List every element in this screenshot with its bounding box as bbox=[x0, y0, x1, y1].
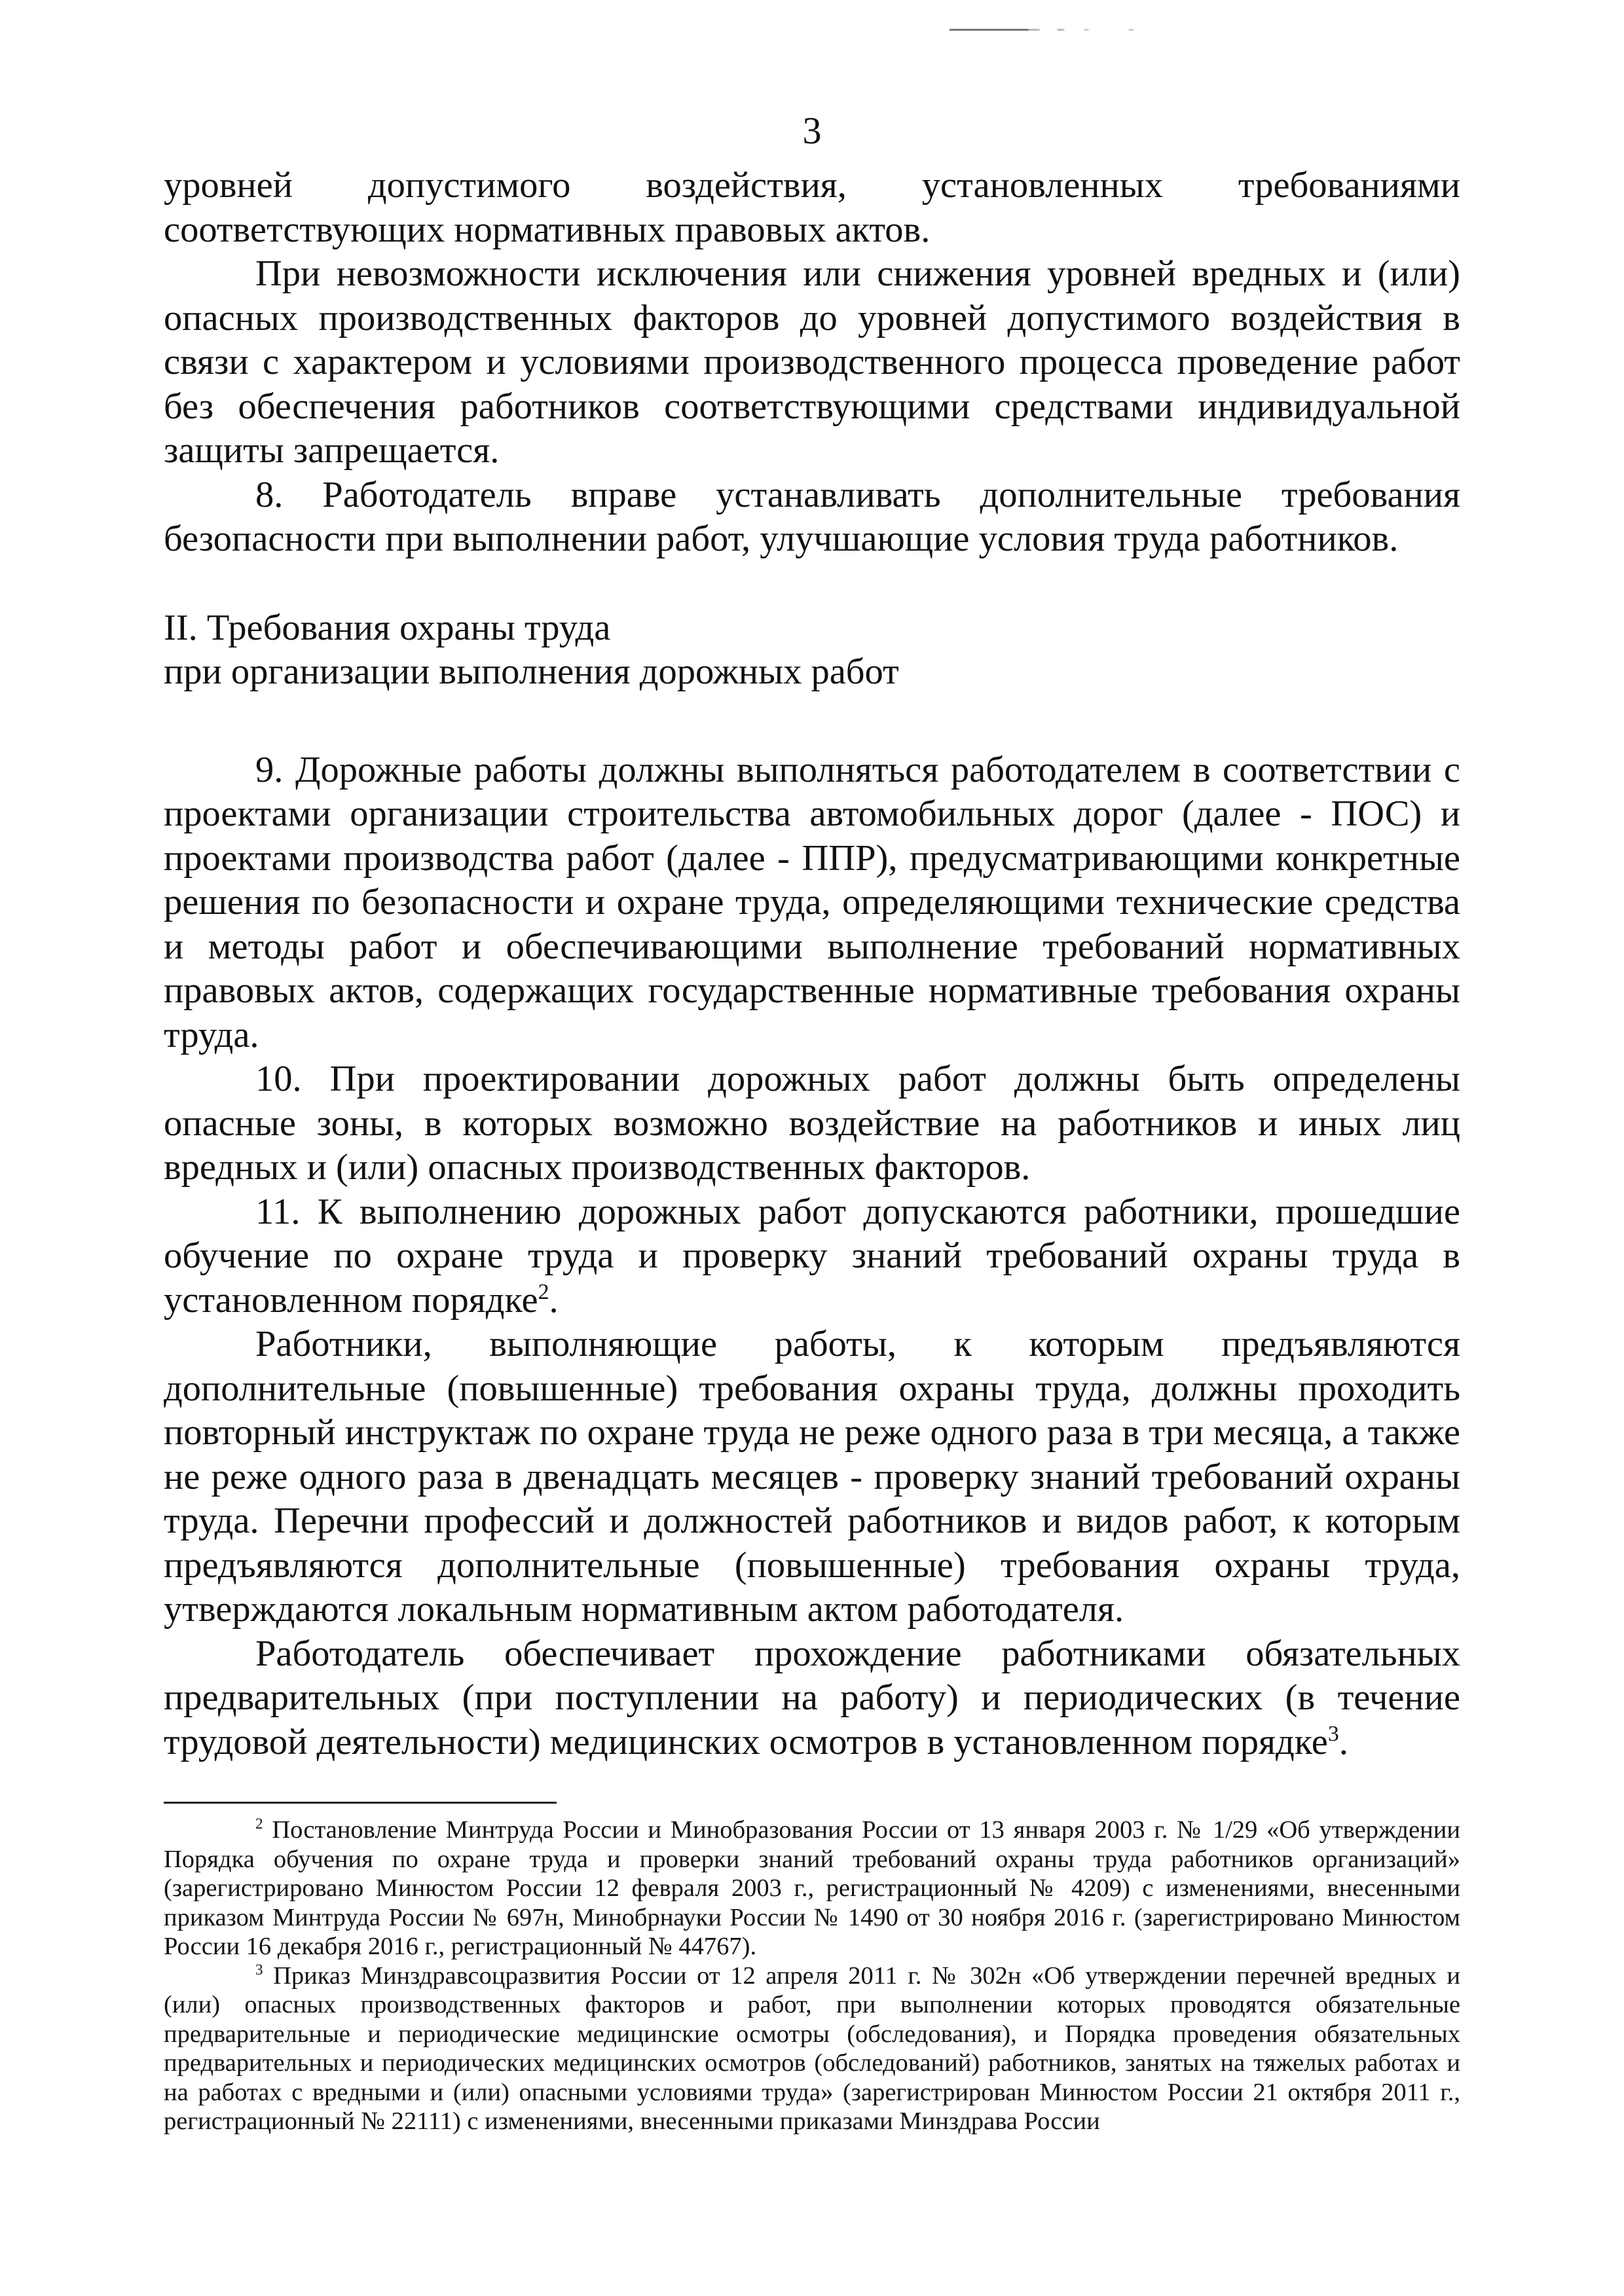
paragraph-item-10: 10. При проектировании дорожных работ должны быть определены опасные зоны, в которых возможно воздействие на работников и иных лиц вредных и (или) опасных производственных факторов. bbox=[164, 1059, 1460, 1188]
paragraph-ppe-requirement: При невозможности исключения или снижения уровней вредных и (или) опасных производственных факторов до уровней допустимого воздействия в связи с характером и условиями производственного процесса проведение работ без обеспечения работников соответствующими средствами индивидуальной защиты запрещается. bbox=[164, 253, 1460, 471]
paragraph-medical-exams-text: Работодатель обеспечивает прохождение работниками обязательных предварительных (при поступлении на работу) и периодических (в течение трудовой деятельности) медицинских осмотров в установленном порядке bbox=[164, 1633, 1460, 1762]
paragraph-medical-exams bbox=[164, 1632, 1460, 1765]
section-heading bbox=[164, 606, 1460, 695]
footnotes bbox=[164, 1815, 1460, 2136]
section-heading-line-1: II. Требования охраны труда bbox=[164, 607, 611, 648]
paragraph-item-11-end: . bbox=[549, 1279, 559, 1321]
paragraph-item-8: 8. Работодатель вправе устанавливать дополнительные требования безопасности при выполнении работ, улучшающие условия труда работников. bbox=[164, 474, 1460, 559]
paragraph-continuation: уровней допустимого воздействия, установленных требованиями соответствующих нормативных правовых актов. bbox=[164, 165, 1460, 250]
footnote-ref-2[interactable]: 2 bbox=[538, 1279, 549, 1304]
scan-artifact-line bbox=[950, 29, 1172, 31]
footnote-2-text: Постановление Минтруда России и Минобразования России от 13 января 2003 г. № 1/29 «Об утверждении Порядка обучения по охране труда и проверки знаний требований охраны труда работников организаций» (зарегистрировано Минюстом России 12 февраля 2003 г., регистрационный № 4209) с изменениями, внесенными приказом Минтруда России № 697н, Минобрнауки России № 1490 от 30 ноября 2016 г. (зарегистрировано Минюстом России 16 декабря 2016 г., регистрационный № 44767). bbox=[164, 1816, 1460, 1960]
paragraph-item-11-text: 11. К выполнению дорожных работ допускаются работники, прошедшие обучение по охране труда и проверку знаний требований охраны труда в установленном порядке bbox=[164, 1191, 1460, 1321]
document-body bbox=[164, 164, 1460, 1764]
footnote-mark-3: 3 bbox=[255, 1960, 263, 1978]
footnote-ref-3[interactable]: 3 bbox=[1327, 1721, 1339, 1746]
footnote-2 bbox=[164, 1815, 1460, 1961]
paragraph-item-11 bbox=[164, 1190, 1460, 1323]
footnote-3 bbox=[164, 1961, 1460, 2136]
page-number: 3 bbox=[802, 109, 822, 152]
paragraph-item-9: 9. Дорожные работы должны выполняться работодателем в соответствии с проектами организации строительства автомобильных дорог (далее - ПОС) и проектами производства работ (далее - ППР), предусматривающими конкретные решения по безопасности и охране труда, определяющими технические средства и методы работ и обеспечивающими выполнение требований нормативных правовых актов, содержащих государственные нормативные требования охраны труда. bbox=[164, 749, 1460, 1055]
footnote-separator bbox=[164, 1802, 557, 1804]
paragraph-medical-exams-end: . bbox=[1338, 1721, 1348, 1762]
footnote-mark-2: 2 bbox=[255, 1815, 263, 1832]
paragraph-workers-briefing: Работники, выполняющие работы, к которым предъявляются дополнительные (повышенные) требования охраны труда, должны проходить повторный инструктаж по охране труда не реже одного раза в три месяца, а также не реже одного раза в двенадцать месяцев - проверку знаний требований охраны труда. Перечни профессий и должностей работников и видов работ, к которым предъявляются дополнительные (повышенные) требования охраны труда, утверждаются локальным нормативным актом работодателя. bbox=[164, 1324, 1460, 1630]
footnote-3-text: Приказ Минздравсоцразвития России от 12 апреля 2011 г. № 302н «Об утверждении перечней вредных и (или) опасных производственных факторов и работ, при выполнении которых проводятся обязательные предварительные и периодические медицинские осмотры (обследования), и Порядка проведения обязательных предварительных и периодических медицинских осмотров (обследований) работников, занятых на тяжелых работах и на работах с вредными и (или) опасными условиями труда» (зарегистрирован Минюстом России 21 октября 2011 г., регистрационный № 22111) с изменениями, внесенными приказами Минздрава России bbox=[164, 1961, 1460, 2135]
section-heading-line-2: при организации выполнения дорожных работ bbox=[164, 651, 899, 692]
